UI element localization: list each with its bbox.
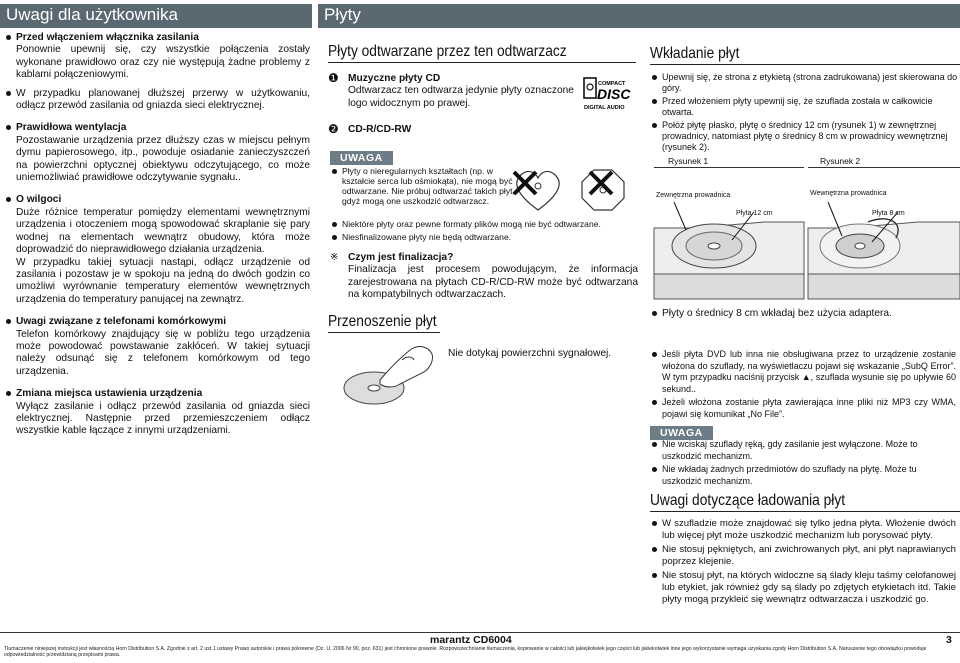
list-item [650,464,956,487]
tray-8cm-icon [808,202,960,299]
footer-page-number: 3 [946,634,952,646]
after-figure-text: Płyty o średnicy 8 cm wkładaj bez użycia adaptera. [662,308,892,319]
note-text: Niektóre płyty oraz pewne formaty plików mogą nie być odtwarzane. [342,219,601,229]
load-title: Wkładanie płyt [650,45,740,62]
figure-1-guide-label: Zewnętrzna prowadnica [656,192,731,199]
middle-notes-wide [330,219,630,248]
list-item [4,316,310,378]
middle-column [328,73,598,137]
note-mark-icon: ※ [330,252,339,263]
section-underline [328,62,636,63]
note-text: Płyty o nieregularnych kształtach (np. w kształcie serca lub ośmiokąta), nie mogą być odtwarzane. Nie próbuj odtwarzać takich płyt, gdyż mogą one uszkodzić odtwarzacz. [342,166,515,206]
finalize-text: Finalizacja jest procesem powodującym, że informacja zarejestrowana na płytach CD-R/CD-RW może być odtwarzana na kompatybilnych odtwarzaczach. [348,264,638,301]
item-title: Muzyczne płyty CD [348,73,441,84]
care-underline [650,511,960,512]
item-text: Telefon komórkowy znajdujący się w pobliżu tego urządzenia może powodować powstawanie zakłóceń. W takiej sytuacji należy odsunąć się z telefonem komórkowym od tego urządzenia. [16,328,310,377]
care-title: Uwagi dotyczące ładowania płyt [650,492,846,509]
uwaga-item-text: Nie wciskaj szuflady ręką, gdy zasilanie jest wyłączone. Może to uszkodzić mechanizm. [662,439,918,461]
item-title: CD-R/CD-RW [348,124,412,136]
left-column [4,32,310,444]
care-item-text: Nie stosuj płyt, na których widoczne są ślady kleju taśmy celofanowej lub etykiet, jak również gdy są ślady po zdjętych etykietach itd. Takie płyty mogą przykleić się wewnątrz odtwarzacza i uszkodzić go. [662,570,956,605]
finalize-section [330,252,638,302]
load-item-text: Połóż płytę płasko, płytę o średnicy 12 cm (rysunek 1) w zewnętrznej prowadnicy, natomiast płytę o średnicy 8 cm w prowadnicy wewnętrznej (rysunek 2). [662,120,948,152]
irregular-disc-illustrations [508,164,638,216]
transfer-title: Przenoszenie płyt [328,313,437,330]
number-one-icon: ❶ [328,71,339,85]
list-item [650,518,956,542]
item-text: Pozostawanie urządzenia przez dłuższy czas w miejscu pełnym dymu papierosowego, itp., powoduje osiadanie zanieczyszczeń na powierzchni optycznej obiektywu odczytującego, co może uniemożliwiać prawidłowe odczytywanie sygnału.. [16,134,310,184]
list-item [650,439,956,462]
load-item-text: Przed włożeniem płyty upewnij się, że szuflada została w całkowicie otwarta. [662,96,933,117]
section-title: Płyty odtwarzane przez ten odtwarzacz [328,43,567,60]
uwaga-label: UWAGA [650,426,713,440]
figure-2-guide-label: Wewnętrzna prowadnica [810,190,887,197]
care-item-text: W szufladzie może znajdować się tylko jedna płyta. Włożenie dwóch lub więcej płyt może uszkodzić mechanizm lub porysować płyty. [662,518,956,541]
list-item [650,544,956,568]
list-item [650,397,956,420]
middle-notes [330,166,520,209]
figure-2-label: Rysunek 2 [820,156,861,166]
footer-brand: marantz CD6004 [430,634,512,646]
list-item [4,32,310,82]
wma-text: Jeżeli włożona zostanie płyta zawierająca inne pliki niż MP3 czy WMA, pojawi się komunikat „No File”. [662,397,956,419]
list-item [650,96,958,118]
item-title: Prawidłowa wentylacja [16,122,127,134]
list-item [4,122,310,184]
list-item [330,219,630,229]
list-item [650,120,958,153]
list-item [4,88,310,113]
load-underline [650,64,960,65]
disc-logo-icon [584,78,631,112]
figure-1-label: Rysunek 1 [668,156,709,166]
item-title: Uwagi związane z telefonami komórkowymi [16,316,227,328]
hand-holding-disc-illustration [340,338,440,408]
figure-1 [654,154,804,299]
footer-rule [0,632,960,633]
logo-text-compact: COMPACT [598,81,626,87]
list-item [650,570,956,606]
item-title: Zmiana miejsca ustawienia urządzenia [16,388,203,400]
footer-legal: Tłumaczenie niniejszej instrukcji jest własnością Horn Distribution S.A. Zgodnie z art. 2 ust.1 ustawy Prawo autorskie i prawa pokrewne (Dz. U. 2006 Nr 90, poz. 631) jest chronione prawnie. Rozpowszechnianie tłumaczenia, kopiowanie w całości lub jakiejkolwiek jego części lub jakiekolwiek inne jego wykorzystanie wymaga uzyskania zgody Horn Distribution S.A. Naruszenie tego obowiązku powoduje odpowiedzialność przewidzianą przepisami prawa. [4,646,927,659]
uwaga-label: UWAGA [330,151,393,165]
list-item [330,232,630,242]
figure-2-disc-label: Płyta 8 cm [872,210,905,217]
care-list [650,518,956,612]
dvd-notes [650,349,956,427]
cd-item [328,73,598,110]
uwaga-list [650,439,956,493]
list-item [4,194,310,306]
load-list [650,72,958,159]
transfer-caption: Nie dotykaj powierzchni sygnałowej. [448,348,612,359]
hand-disc-icon [340,338,440,408]
list-item [650,308,958,320]
compact-disc-logo [584,78,631,112]
tray-12cm-icon [654,202,804,299]
after-figure-note [650,308,958,326]
item-text: Wyłącz zasilanie i odłącz przewód zasilania od gniazda sieci elektrycznej. Następnie przed przemieszczeniem odłącz wszystkie kable łączące z innymi urządzeniami. [16,400,310,437]
item-text: W przypadku planowanej dłuższej przerwy w użytkowaniu, odłącz przewód zasilania od gniazda sieci elektrycznej. [16,87,310,112]
item-text: Ponownie upewnij się, czy wszystkie połączenia zostały wykonane prawidłowo oraz czy nie występują żadne problemy z kablami połączeniowymi. [16,44,310,81]
logo-text-disc: DISC [597,86,631,102]
figure-2 [808,154,960,299]
item-title: O wilgoci [16,194,62,206]
irregular-discs-icon [508,164,638,216]
uwaga-item-text: Nie wkładaj żadnych przedmiotów do szuflady na płytę. Może tu uszkodzić mechanizm. [662,464,917,486]
figure-1-disc-label: Płyta 12 cm [736,210,773,217]
list-item [330,166,520,206]
finalize-title: Czym jest finalizacja? [348,252,454,263]
item-title: Przed włączeniem włącznika zasilania [16,32,199,43]
finalize-block [330,252,638,302]
transfer-underline [328,332,440,333]
logo-text-digital: DIGITAL AUDIO [584,105,625,111]
cdr-item [328,124,598,136]
item-text: Duże różnice temperatur pomiędzy elementami wewnętrznymi urządzenia i otoczeniem mogą spowodować skraplanie się pary wodnej na elementach wewnątrz obudowy, która może doprowadzić do nieprawidłowego działania urządzenia. [16,206,310,256]
list-item [4,388,310,438]
item-text: Odtwarzacz ten odtwarza jedynie płyty oznaczone logo widocznym po prawej. [348,85,574,109]
uwaga-badge [330,148,393,166]
load-item-text: Upewnij się, że strona z etykietą (strona zadrukowana) jest skierowana do góry. [662,72,958,93]
middle-section-header: Płyty [318,4,960,28]
list-item [650,72,958,94]
care-item-text: Nie stosuj pękniętych, ani zwichrowanych płyt, ani płyt naprawianych poprzez klejenie. [662,544,956,567]
list-item [650,349,956,395]
left-section-header: Uwagi dla użytkownika [0,4,312,28]
number-two-icon: ❷ [328,122,339,137]
dvd-text: Jeśli płyta DVD lub inna nie obsługiwana przez to urządzenie zostanie włożona do szuflady, na wyświetlaczu pojawi się wskazanie „SubQ Error”. W tym przypadku naciśnij przycisk ▲, szuflada wysunie się po upływie 60 sekund.. [662,349,956,394]
item-text-2: W przypadku takiej sytuacji nastąpi, odłącz urządzenie od zasilania i pozostaw je w spokoju na jedną do dwóch godzin co umożliwi wyrównanie temperatury elementów wewnętrznych urządzenia do temperatury panującej na zewnątrz. [16,256,310,305]
note-text: Niesfinalizowane płyty nie będą odtwarzane. [342,232,512,242]
